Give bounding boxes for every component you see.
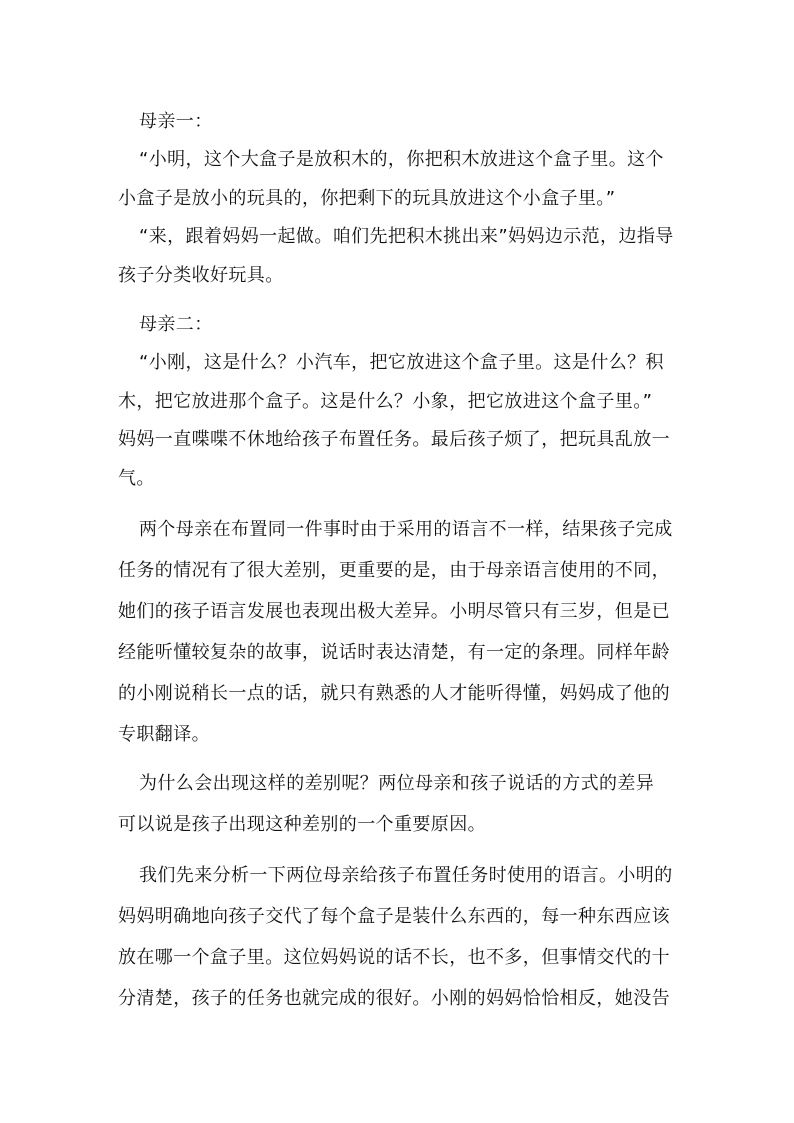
paragraph-line: 的小刚说稍长一点的话，就只有熟悉的人才能听得懂，妈妈成了他的 [118, 683, 670, 704]
paragraph-line: 任务的情况有了很大差别，更重要的是，由于母亲语言使用的不同， [118, 560, 670, 581]
paragraph-line: 孩子分类收好玩具。 [118, 265, 284, 286]
paragraph-line: 气。 [118, 468, 155, 489]
paragraph-line: “小明，这个大盒子是放积木的，你把积木放进这个盒子里。这个 [139, 149, 664, 170]
paragraph-line: 两个母亲在布置同一件事时由于采用的语言不一样，结果孩子完成 [139, 519, 673, 540]
paragraph-line: 她们的孩子语言发展也表现出极大差异。小明尽管只有三岁，但是已 [118, 601, 670, 622]
paragraph-line: 妈妈一直喋喋不休地给孩子布置任务。最后孩子烦了，把玩具乱放一 [118, 429, 670, 450]
heading-mother-two: 母亲二： [139, 314, 213, 335]
paragraph-line: 放在哪一个盒子里。这位妈妈说的话不长，也不多，但事情交代的十 [118, 947, 670, 968]
paragraph-line: 妈妈明确地向孩子交代了每个盒子是装什么东西的，每一种东西应该 [118, 906, 670, 927]
paragraph-line: “小刚，这是什么？小汽车，把它放进这个盒子里。这是什么？积 [139, 352, 664, 373]
paragraph-line: 为什么会出现这样的差别呢？两位母亲和孩子说话的方式的差异 [139, 773, 655, 794]
paragraph-line: 木，把它放进那个盒子。这是什么？小象，把它放进这个盒子里。” [118, 391, 653, 412]
paragraph-line: 可以说是孩子出现这种差别的一个重要原因。 [118, 814, 486, 835]
heading-mother-one: 母亲一： [139, 111, 213, 132]
paragraph-line: 专职翻译。 [118, 724, 210, 745]
paragraph-line: 经能听懂较复杂的故事，说话时表达清楚，有一定的条理。同样年龄 [118, 642, 670, 663]
paragraph-line: 小盒子是放小的玩具的，你把剩下的玩具放进这个小盒子里。” [118, 188, 616, 209]
paragraph-line: “来，跟着妈妈一起做。咱们先把积木挑出来”妈妈边示范，边指导 [139, 226, 674, 247]
paragraph-line: 我们先来分析一下两位母亲给孩子布置任务时使用的语言。小明的 [139, 865, 673, 886]
paragraph-line: 分清楚，孩子的任务也就完成的很好。小刚的妈妈恰恰相反，她没告 [118, 988, 670, 1009]
